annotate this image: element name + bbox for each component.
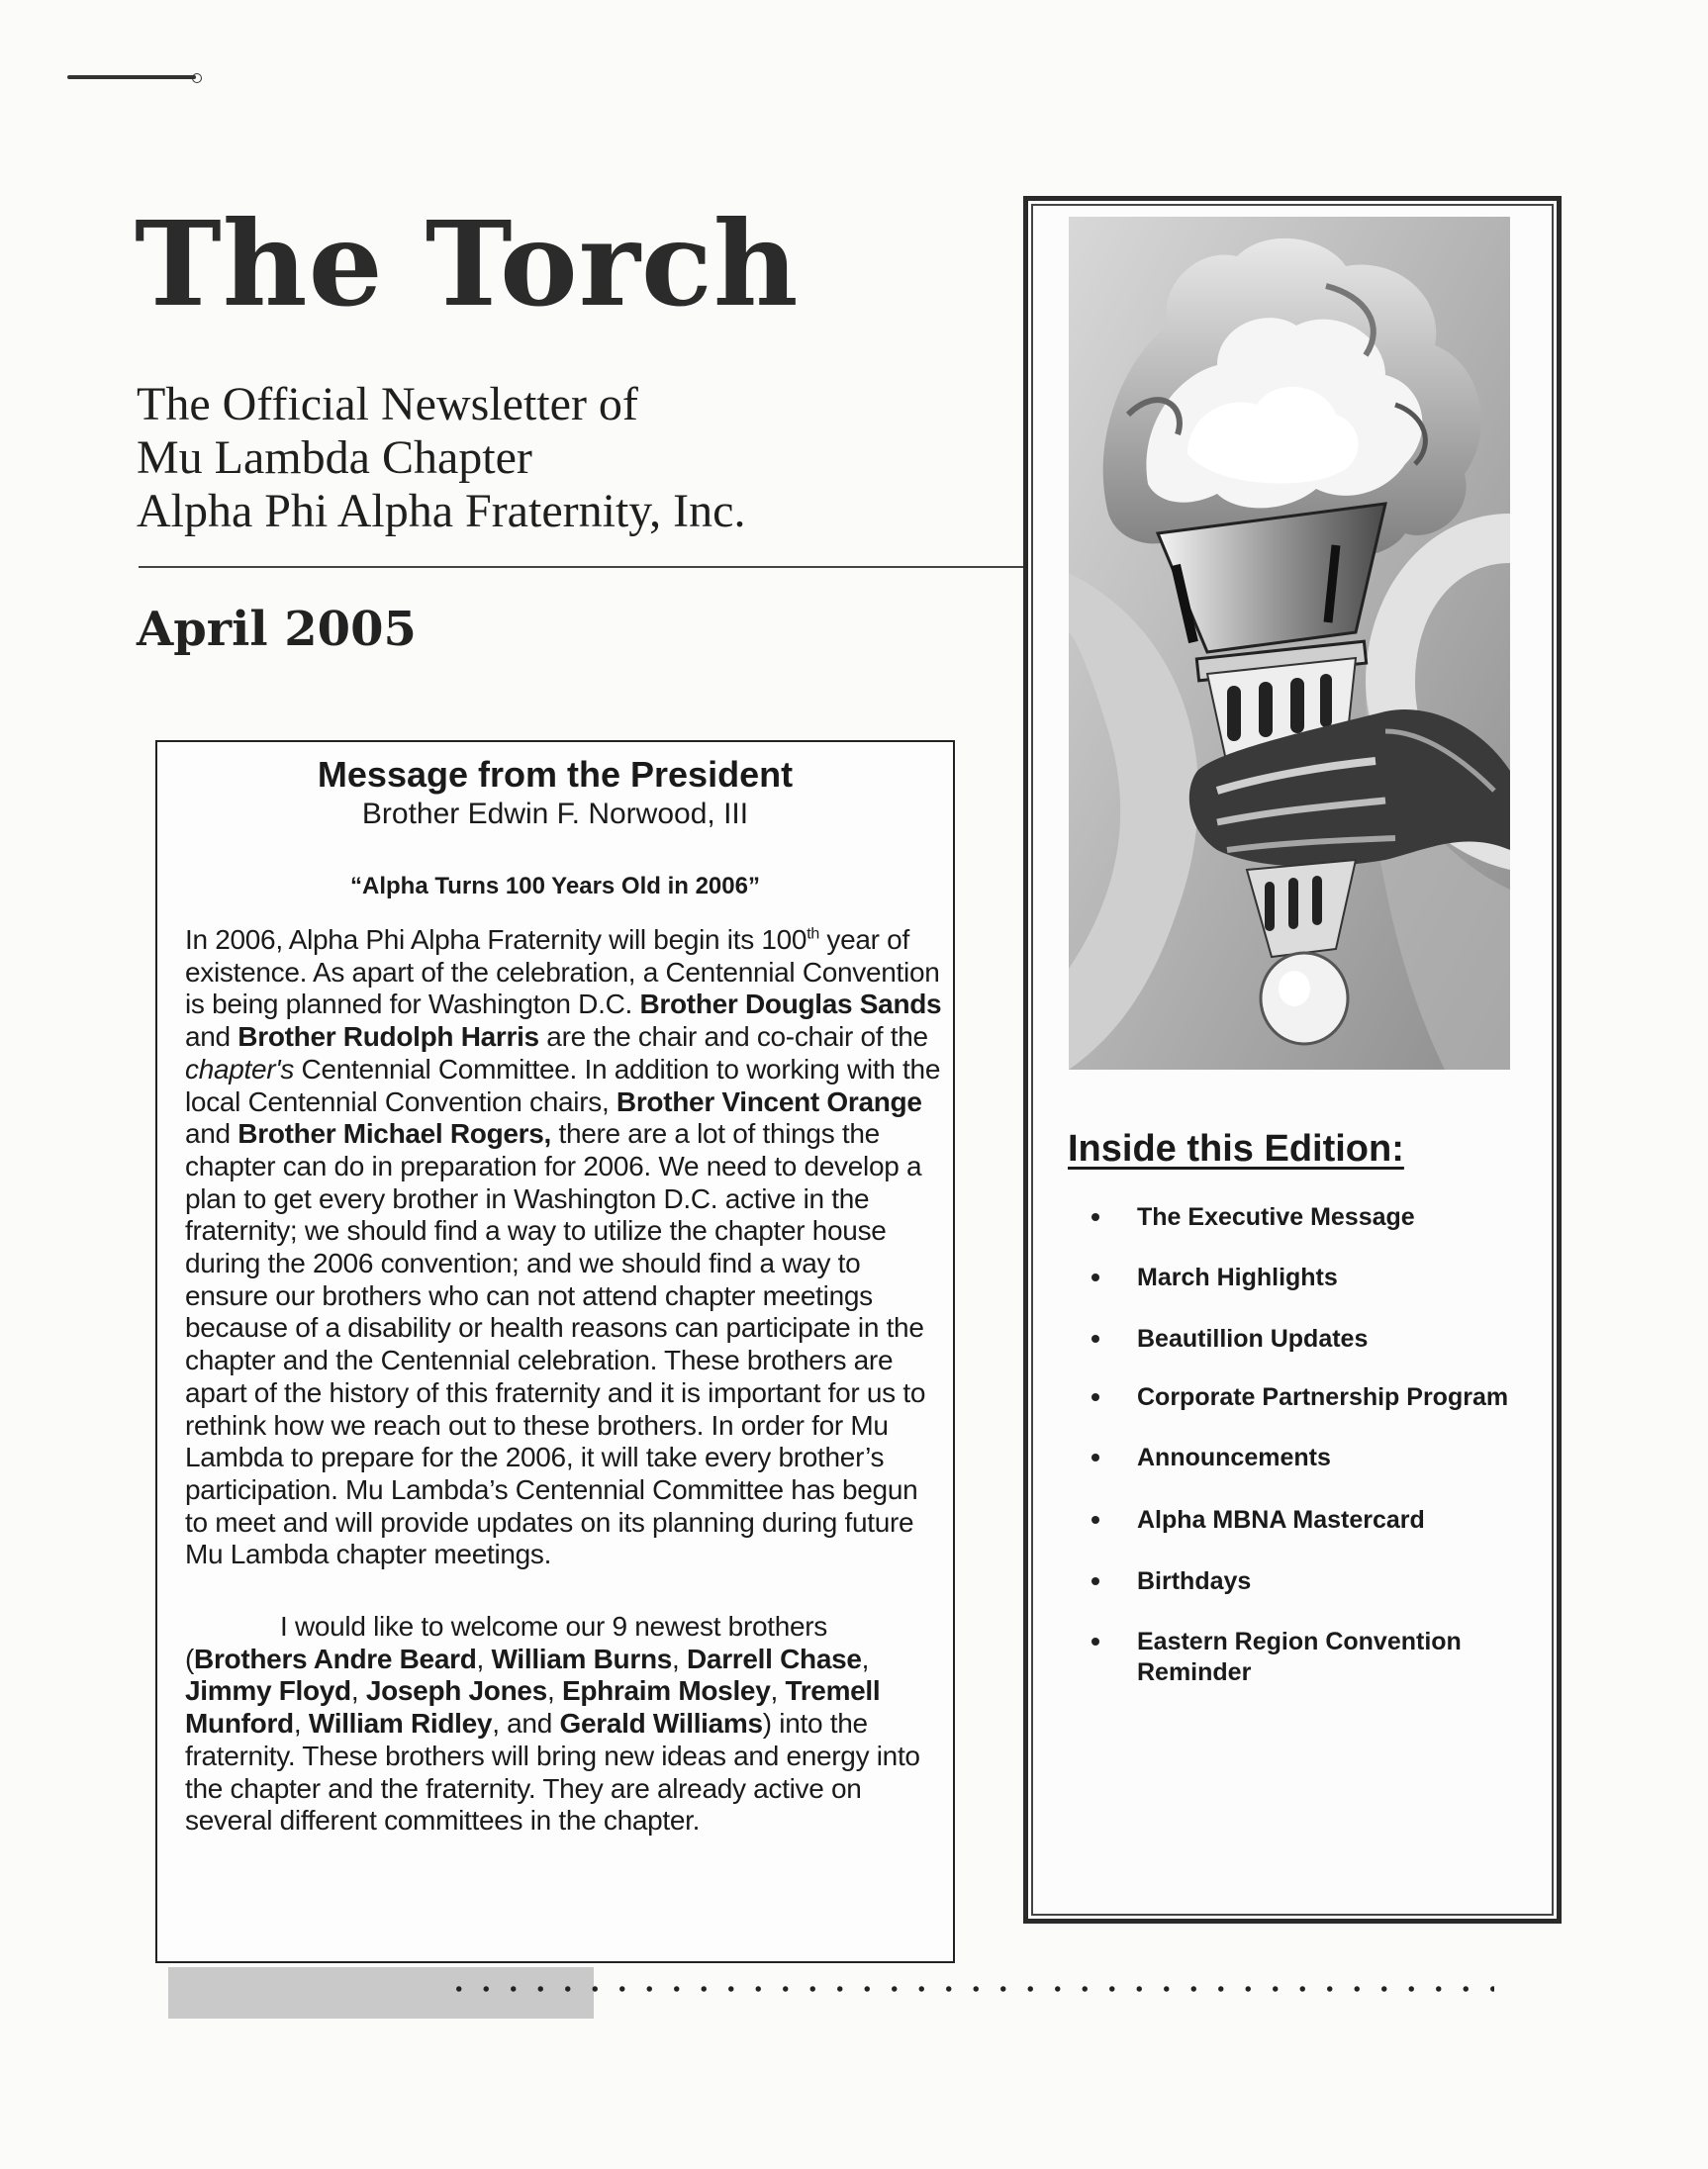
sidebar-panel (1023, 196, 1562, 1924)
torch-icon (1069, 217, 1510, 1070)
president-message-body (185, 924, 947, 1838)
list-item: Alpha MBNA Mastercard (1080, 1505, 1535, 1536)
president-message-box (155, 740, 955, 1963)
newsletter-title: The Torch (135, 195, 800, 332)
list-item: Eastern Region Convention Reminder (1080, 1627, 1535, 1688)
message-paragraph: In 2006, Alpha Phi Alpha Fraternity will begin its 100th year of existence. As apart of the celebration, a Centennial Convention is being planned for Washington D.C. Brother Douglas Sands and Brother Rudolph Harris are the chair and co-chair of the chapter's Centennial Committee. In addition to working with the local Centennial Convention chairs, Brother Vincent Orange and Brother Michael Rogers, there are a lot of things the chapter can do in preparation for 2006. We need to develop a plan to get every brother in Washington D.C. active in the fraternity; we should find a way to utilize the chapter house during the 2006 convention; and we should find a way to ensure our brothers who can not attend chapter meetings because of a disability or health reasons can participate in the chapter and the Centennial celebration. These brothers are apart of the history of this fraternity and it is important for us to rethink how we reach out to these brothers. In order for Mu Lambda to prepare for the 2006, it will take every brother’s participation. Mu Lambda’s Centennial Committee has begun to meet and will provide updates on its planning during future Mu Lambda chapter meetings. (185, 924, 942, 1570)
issue-date: April 2005 (137, 602, 417, 657)
list-item: Birthdays (1080, 1566, 1535, 1597)
footer-dotted-rule (445, 1983, 1494, 1995)
contents-list (1080, 1202, 1535, 1688)
list-item: The Executive Message (1080, 1202, 1535, 1233)
president-byline: Brother Edwin F. Norwood, III (361, 798, 749, 830)
message-paragraph: I would like to welcome our 9 newest brothers (Brothers Andre Beard, William Burns, Darrell Chase, Jimmy Floyd, Joseph Jones, Ephraim Mosley, Tremell Munford, William Ridley, and Gerald Williams) into the fraternity. These brothers will bring new ideas and energy into the chapter and the fraternity. They are already active on several different committees in the chapter. (185, 1611, 920, 1837)
newsletter-subtitle (137, 378, 745, 538)
list-item: Corporate Partnership Program (1080, 1382, 1535, 1413)
subtitle-line: Mu Lambda Chapter (137, 431, 532, 484)
scanner-mark (67, 75, 196, 79)
list-item: Beautillion Updates (1080, 1324, 1535, 1355)
article-title: “Alpha Turns 100 Years Old in 2006” (350, 873, 760, 899)
list-item: Announcements (1080, 1443, 1535, 1473)
inside-edition-heading: Inside this Edition: (1068, 1128, 1404, 1170)
list-item: March Highlights (1080, 1263, 1535, 1293)
subtitle-line: The Official Newsletter of (137, 378, 638, 430)
masthead-divider (139, 566, 1029, 568)
subtitle-line: Alpha Phi Alpha Fraternity, Inc. (137, 485, 746, 537)
president-message-heading: Message from the President (317, 754, 794, 795)
